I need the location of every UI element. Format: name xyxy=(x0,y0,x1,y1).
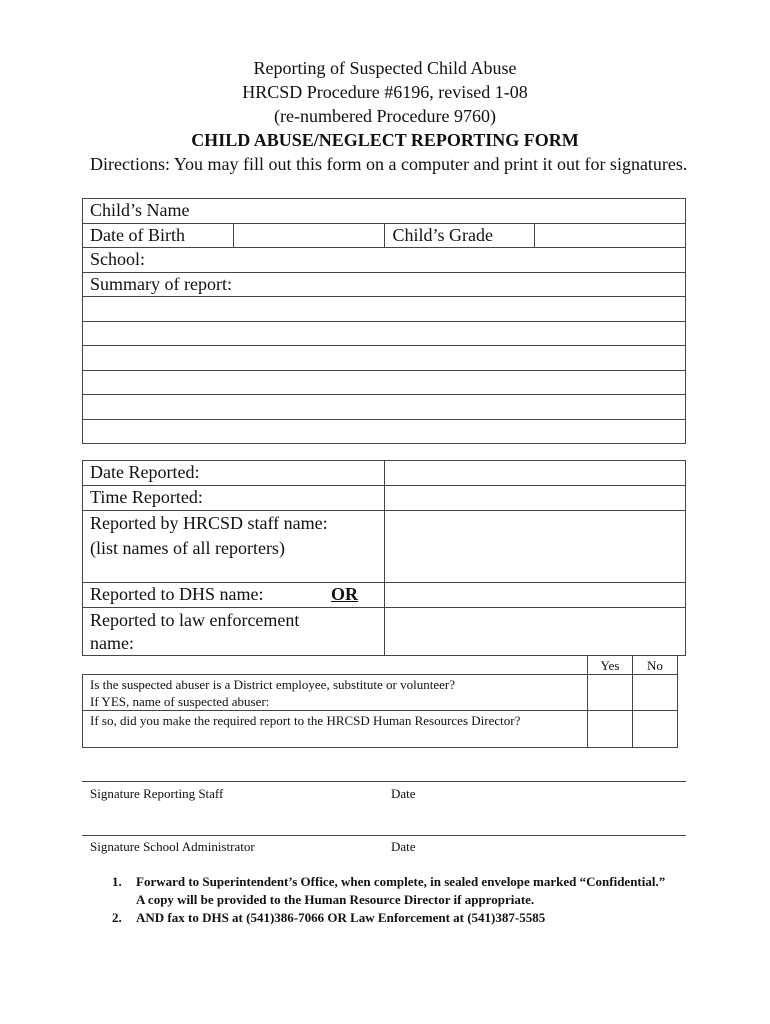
header-line-3: (re-numbered Procedure 9760) xyxy=(274,106,496,126)
instruction-item xyxy=(112,873,672,909)
reported-to-law-line-2: name: xyxy=(90,633,134,653)
reported-to-dhs-label xyxy=(83,583,385,608)
instructions-list xyxy=(112,873,672,927)
childs-grade-label: Child’s Grade xyxy=(385,223,535,248)
summary-line[interactable] xyxy=(83,346,686,371)
header-line-1: Reporting of Suspected Child Abuse xyxy=(253,58,517,78)
summary-line[interactable] xyxy=(83,395,686,420)
summary-line[interactable] xyxy=(83,321,686,346)
summary-line[interactable] xyxy=(83,370,686,395)
summary-line[interactable] xyxy=(83,297,686,322)
directions-text: Directions: You may fill out this form on a computer and print it out for signatures. xyxy=(90,154,688,174)
reported-by-field[interactable] xyxy=(385,511,686,583)
reported-to-dhs-text: Reported to DHS name: xyxy=(90,584,264,604)
question-2: If so, did you make the required report to the HRCSD Human Resources Director? xyxy=(83,711,588,748)
time-reported-field[interactable] xyxy=(385,486,686,511)
question-2-yes-box[interactable] xyxy=(588,711,633,748)
reported-to-law-line-1: Reported to law enforcement xyxy=(90,610,300,630)
date-of-birth-label: Date of Birth xyxy=(83,223,234,248)
instruction-text: AND fax to DHS at (541)386-7066 OR Law Enforcement at (541)387-5585 xyxy=(136,910,546,925)
question-1-line-2: If YES, name of suspected abuser: xyxy=(90,694,270,709)
time-reported-label: Time Reported: xyxy=(83,486,385,511)
instruction-item xyxy=(112,909,672,927)
staff-signature-line[interactable] xyxy=(82,781,686,782)
childs-name-label: Child’s Name xyxy=(90,200,190,220)
staff-signature-label: Signature Reporting Staff xyxy=(90,786,224,801)
school-field[interactable] xyxy=(83,248,686,273)
school-label: School: xyxy=(90,249,146,269)
date-of-birth-field[interactable] xyxy=(233,223,385,248)
summary-label: Summary of report: xyxy=(90,273,232,294)
question-2-no-box[interactable] xyxy=(633,711,678,748)
date-reported-field[interactable] xyxy=(385,461,686,486)
question-1-yes-box[interactable] xyxy=(588,675,633,711)
admin-signature-label: Signature School Administrator xyxy=(90,839,255,854)
abuser-questions-table xyxy=(82,655,678,748)
report-info-table xyxy=(82,460,686,656)
admin-signature-line[interactable] xyxy=(82,835,686,836)
child-info-table xyxy=(82,198,686,444)
reported-by-line-2: (list names of all reporters) xyxy=(90,538,285,558)
instruction-number: 1. xyxy=(112,874,122,889)
reported-to-law-field[interactable] xyxy=(385,608,686,656)
childs-name-field[interactable] xyxy=(83,199,686,224)
form-title: CHILD ABUSE/NEGLECT REPORTING FORM xyxy=(191,130,579,150)
summary-line[interactable] xyxy=(83,419,686,444)
header-spacer xyxy=(83,656,588,675)
reported-to-dhs-field[interactable] xyxy=(385,583,686,608)
summary-field[interactable] xyxy=(83,272,686,297)
question-1-no-box[interactable] xyxy=(633,675,678,711)
instruction-text: Forward to Superintendent’s Office, when complete, in sealed envelope marked “Confidential.” A copy will be provided to the Human Resource Director if appropriate. xyxy=(136,874,666,907)
form-header xyxy=(0,56,770,152)
staff-date-label: Date xyxy=(391,786,416,801)
date-reported-label: Date Reported: xyxy=(83,461,385,486)
yes-column-header: Yes xyxy=(588,656,633,675)
question-1 xyxy=(83,675,588,711)
header-line-2: HRCSD Procedure #6196, revised 1-08 xyxy=(242,82,528,102)
or-label: OR xyxy=(331,584,358,604)
reported-to-law-label xyxy=(83,608,385,656)
instruction-number: 2. xyxy=(112,910,122,925)
reported-by-line-1: Reported by HRCSD staff name: xyxy=(90,513,328,533)
admin-date-label: Date xyxy=(391,839,416,854)
reported-by-label xyxy=(83,511,385,583)
childs-grade-field[interactable] xyxy=(535,223,686,248)
no-column-header: No xyxy=(633,656,678,675)
question-1-line-1: Is the suspected abuser is a District employee, substitute or volunteer? xyxy=(90,677,455,692)
